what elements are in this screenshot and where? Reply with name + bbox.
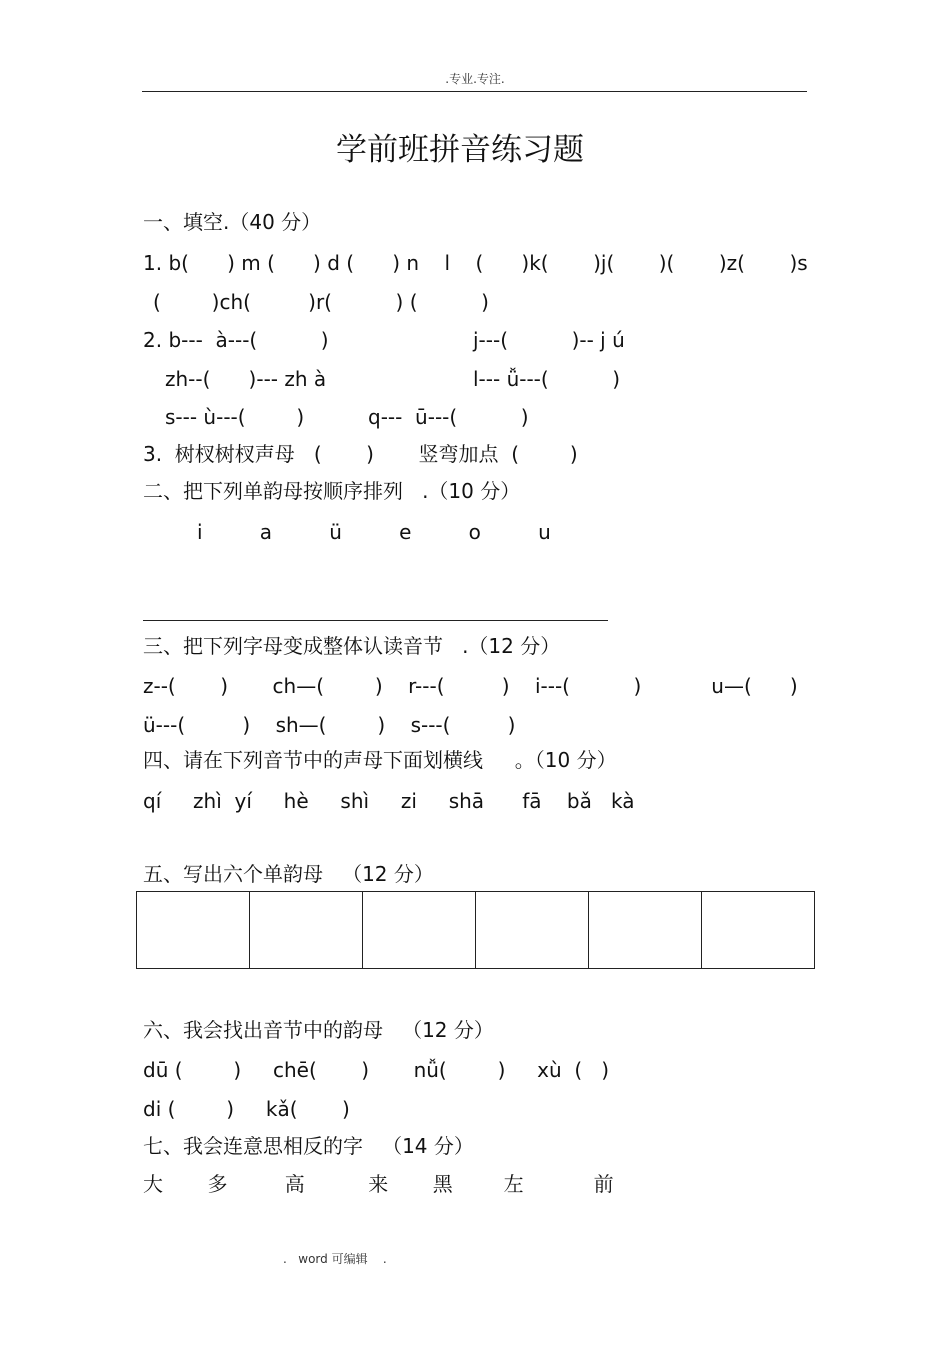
syllable-list: qí zhì yí hè shì zi shā fā bǎ kà: [143, 789, 635, 813]
section-6-heading: 六、我会找出音节中的韵母 （12 分）: [143, 1018, 494, 1042]
answer-box[interactable]: [363, 892, 476, 969]
answer-line: [143, 620, 608, 621]
section-7-heading: 七、我会连意思相反的字 （14 分）: [143, 1134, 474, 1158]
q2-line-2-left: zh--( )--- zh à: [165, 367, 327, 391]
q3-line: 3. 树杈树杈声母 ( ) 竖弯加点 ( ): [143, 442, 578, 466]
q2-line-2-right: l--- ǚ---( ): [473, 367, 621, 391]
s6-line-2: di ( ) kǎ( ): [143, 1097, 350, 1121]
section-2-heading: 二、把下列单韵母按顺序排列 .（10 分）: [143, 479, 521, 503]
section-1-heading: 一、填空.（40 分）: [143, 210, 322, 234]
answer-box[interactable]: [702, 892, 815, 969]
page-header: .专业.专注.: [445, 72, 505, 86]
characters-line: 大 多 高 来 黑 左 前: [143, 1172, 614, 1196]
s6-line-1: dū ( ) chē( ) nǚ( ) xù ( ): [143, 1058, 610, 1082]
answer-grid: [136, 891, 815, 969]
answer-box[interactable]: [250, 892, 363, 969]
page-title: 学前班拼音练习题: [336, 132, 584, 168]
answer-box[interactable]: [589, 892, 702, 969]
header-rule: [142, 91, 807, 92]
vowel-list: i a ü e o u: [197, 520, 551, 544]
section-3-heading: 三、把下列字母变成整体认读音节 .（12 分）: [143, 634, 561, 658]
page-footer: . word 可编辑 .: [283, 1252, 387, 1266]
q2-line-3-right: q--- ū---( ): [368, 405, 529, 429]
answer-box[interactable]: [476, 892, 589, 969]
q1-line-2: ( )ch( )r( ) ( ): [153, 290, 489, 314]
q2-line-1-right: j---( )-- j ú: [473, 328, 625, 352]
q2-line-1-left: 2. b--- à---( ): [143, 328, 329, 352]
section-5-heading: 五、写出六个单韵母 （12 分）: [143, 862, 434, 886]
q2-line-3-left: s--- ù---( ): [165, 405, 305, 429]
section-4-heading: 四、请在下列音节中的声母下面划横线 。（10 分）: [143, 748, 617, 772]
s3-line-2: ü---( ) sh—( ) s---( ): [143, 713, 516, 737]
q1-line-1: 1. b( ) m ( ) d ( ) n l ( )k( )j( )( )z( )s: [143, 251, 808, 275]
s3-line-1: z--( ) ch—( ) r---( ) i---( ) u—( ): [143, 674, 798, 698]
answer-box[interactable]: [137, 892, 250, 969]
